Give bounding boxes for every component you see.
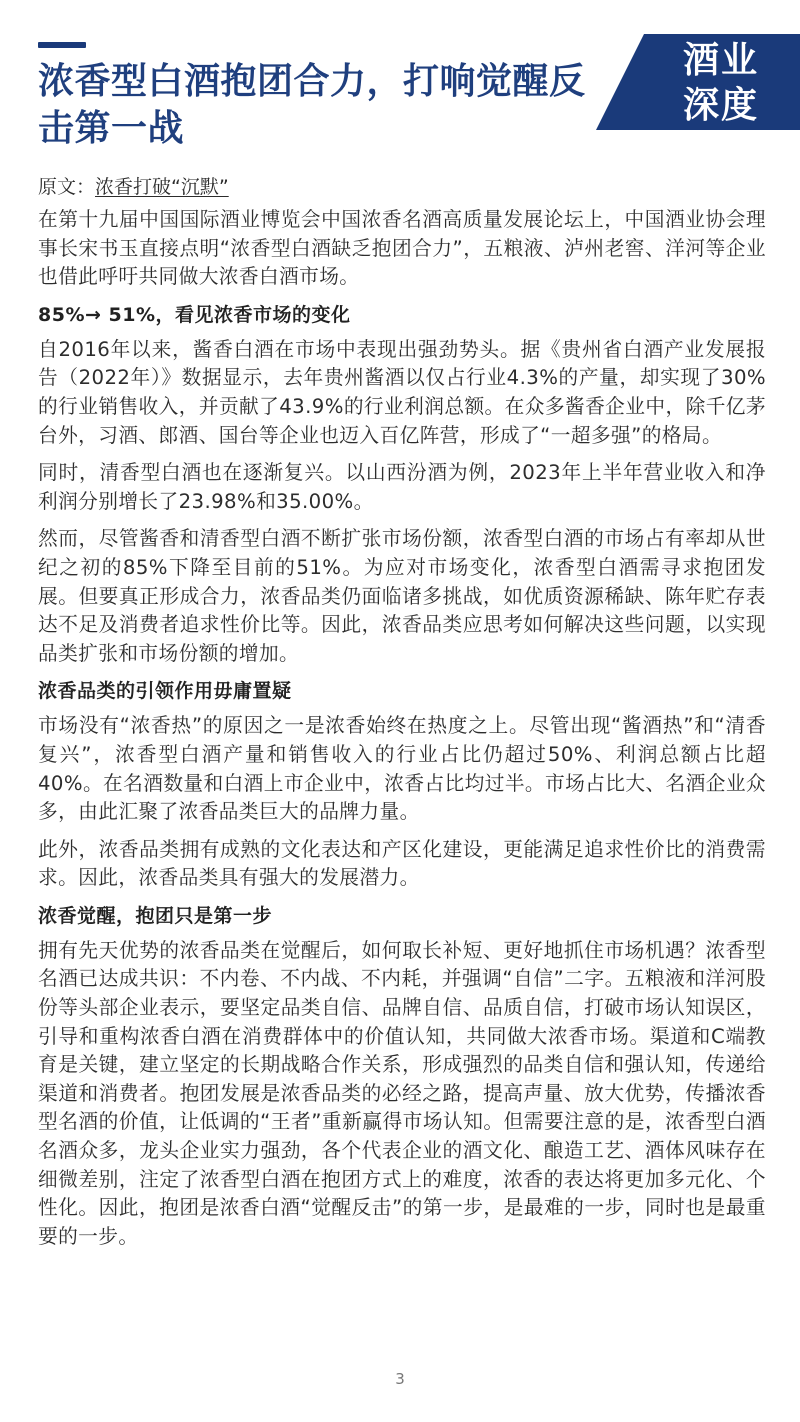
source-line (38, 174, 229, 200)
top-accent-bar (38, 42, 86, 48)
intro-paragraph: 在第十九届中国国际酒业博览会中国浓香名酒高质量发展论坛上，中国酒业协会理事长宋书玉直接点明“浓香型白酒缺乏抱团合力”，五粮液、泸州老窖、洋河等企业也借此呼吁共同做大浓香白酒市场。 (38, 208, 766, 289)
page-number: 3 (395, 1370, 405, 1388)
paragraph: 拥有先天优势的浓香品类在觉醒后，如何取长补短、更好地抓住市场机遇？浓香型名酒已达成共识：不内卷、不内战、不内耗，并强调“自信”二字。五粮液和洋河股份等头部企业表示，要坚定品类自信、品牌自信、品质自信，打破市场认知误区，引导和重构浓香白酒在消费群体中的价值认知，共同做大浓香市场。渠道和C端教育是关键，建立坚定的长期战略合作关系，形成强烈的品类自信和强认知，传递给渠道和消费者。抱团发展是浓香品类的必经之路，提高声量、放大优势，传播浓香型名酒的价值，让低调的“王者”重新赢得市场认知。但需要注意的是，浓香型白酒名酒众多，龙头企业实力强劲，各个代表企业的酒文化、酿造工艺、酒体风味存在细微差别，注定了浓香型白酒在抱团方式上的难度，浓香的表达将更加多元化、个性化。因此，抱团是浓香白酒“觉醒反击”的第一步，是最难的一步，同时也是最重要的一步。 (38, 938, 766, 1248)
source-label: 原文： (38, 176, 96, 198)
paragraph: 同时，清香型白酒也在逐渐复兴。以山西汾酒为例，2023年上半年营业收入和净利润分别增长了23.98%和35.00%。 (38, 461, 766, 513)
section-badge (596, 34, 800, 130)
paragraph: 此外，浓香品类拥有成熟的文化表达和产区化建设，更能满足追求性价比的消费需求。因此，浓香品类具有强大的发展潜力。 (38, 837, 766, 890)
paragraph: 自2016年以来，酱香白酒在市场中表现出强劲势头。据《贵州省白酒产业发展报告（2022年）》数据显示，去年贵州酱酒以仅占行业4.3%的产量，却实现了30%的行业销售收入，并贡献了43.9%的行业利润总额。在众多酱香企业中，除千亿茅台外，习酒、郎酒、国台等企业也迈入百亿阵营，形成了“一超多强”的格局。 (38, 337, 766, 447)
badge-line-1: 酒业 (682, 40, 759, 81)
paragraph: 然而，尽管酱香和清香型白酒不断扩张市场份额，浓香型白酒的市场占有率却从世纪之初的85%下降至目前的51%。为应对市场变化，浓香型白酒需寻求抱团发展。但要真正形成合力，浓香品类仍面临诸多挑战，如优质资源稀缺、陈年贮存表达不足及消费者追求性价比等。因此，浓香品类应思考如何解决这些问题，以实现品类扩张和市场份额的增加。 (38, 527, 766, 665)
source-link[interactable]: 浓香打破“沉默” (95, 176, 229, 198)
section-heading-leading-role: 浓香品类的引领作用毋庸置疑 (38, 680, 292, 703)
paragraph: 市场没有“浓香热”的原因之一是浓香始终在热度之上。尽管出现“酱酒热”和“清香复兴”，浓香型白酒产量和销售收入的行业占比仍超过50%、利润总额占比超40%。在名酒数量和白酒上市企业中，浓香占比均过半。市场占比大、名酒企业众多，由此汇聚了浓香品类巨大的品牌力量。 (38, 714, 766, 824)
article-body (38, 206, 766, 1251)
section-heading-market-change: 85%→ 51%，看见浓香市场的变化 (38, 303, 351, 326)
page-title: 浓香型白酒抱团合力，打响觉醒反击第一战 (38, 61, 586, 149)
badge-line-2: 深度 (682, 85, 759, 126)
section-heading-awakening: 浓香觉醒，抱团只是第一步 (38, 904, 273, 927)
